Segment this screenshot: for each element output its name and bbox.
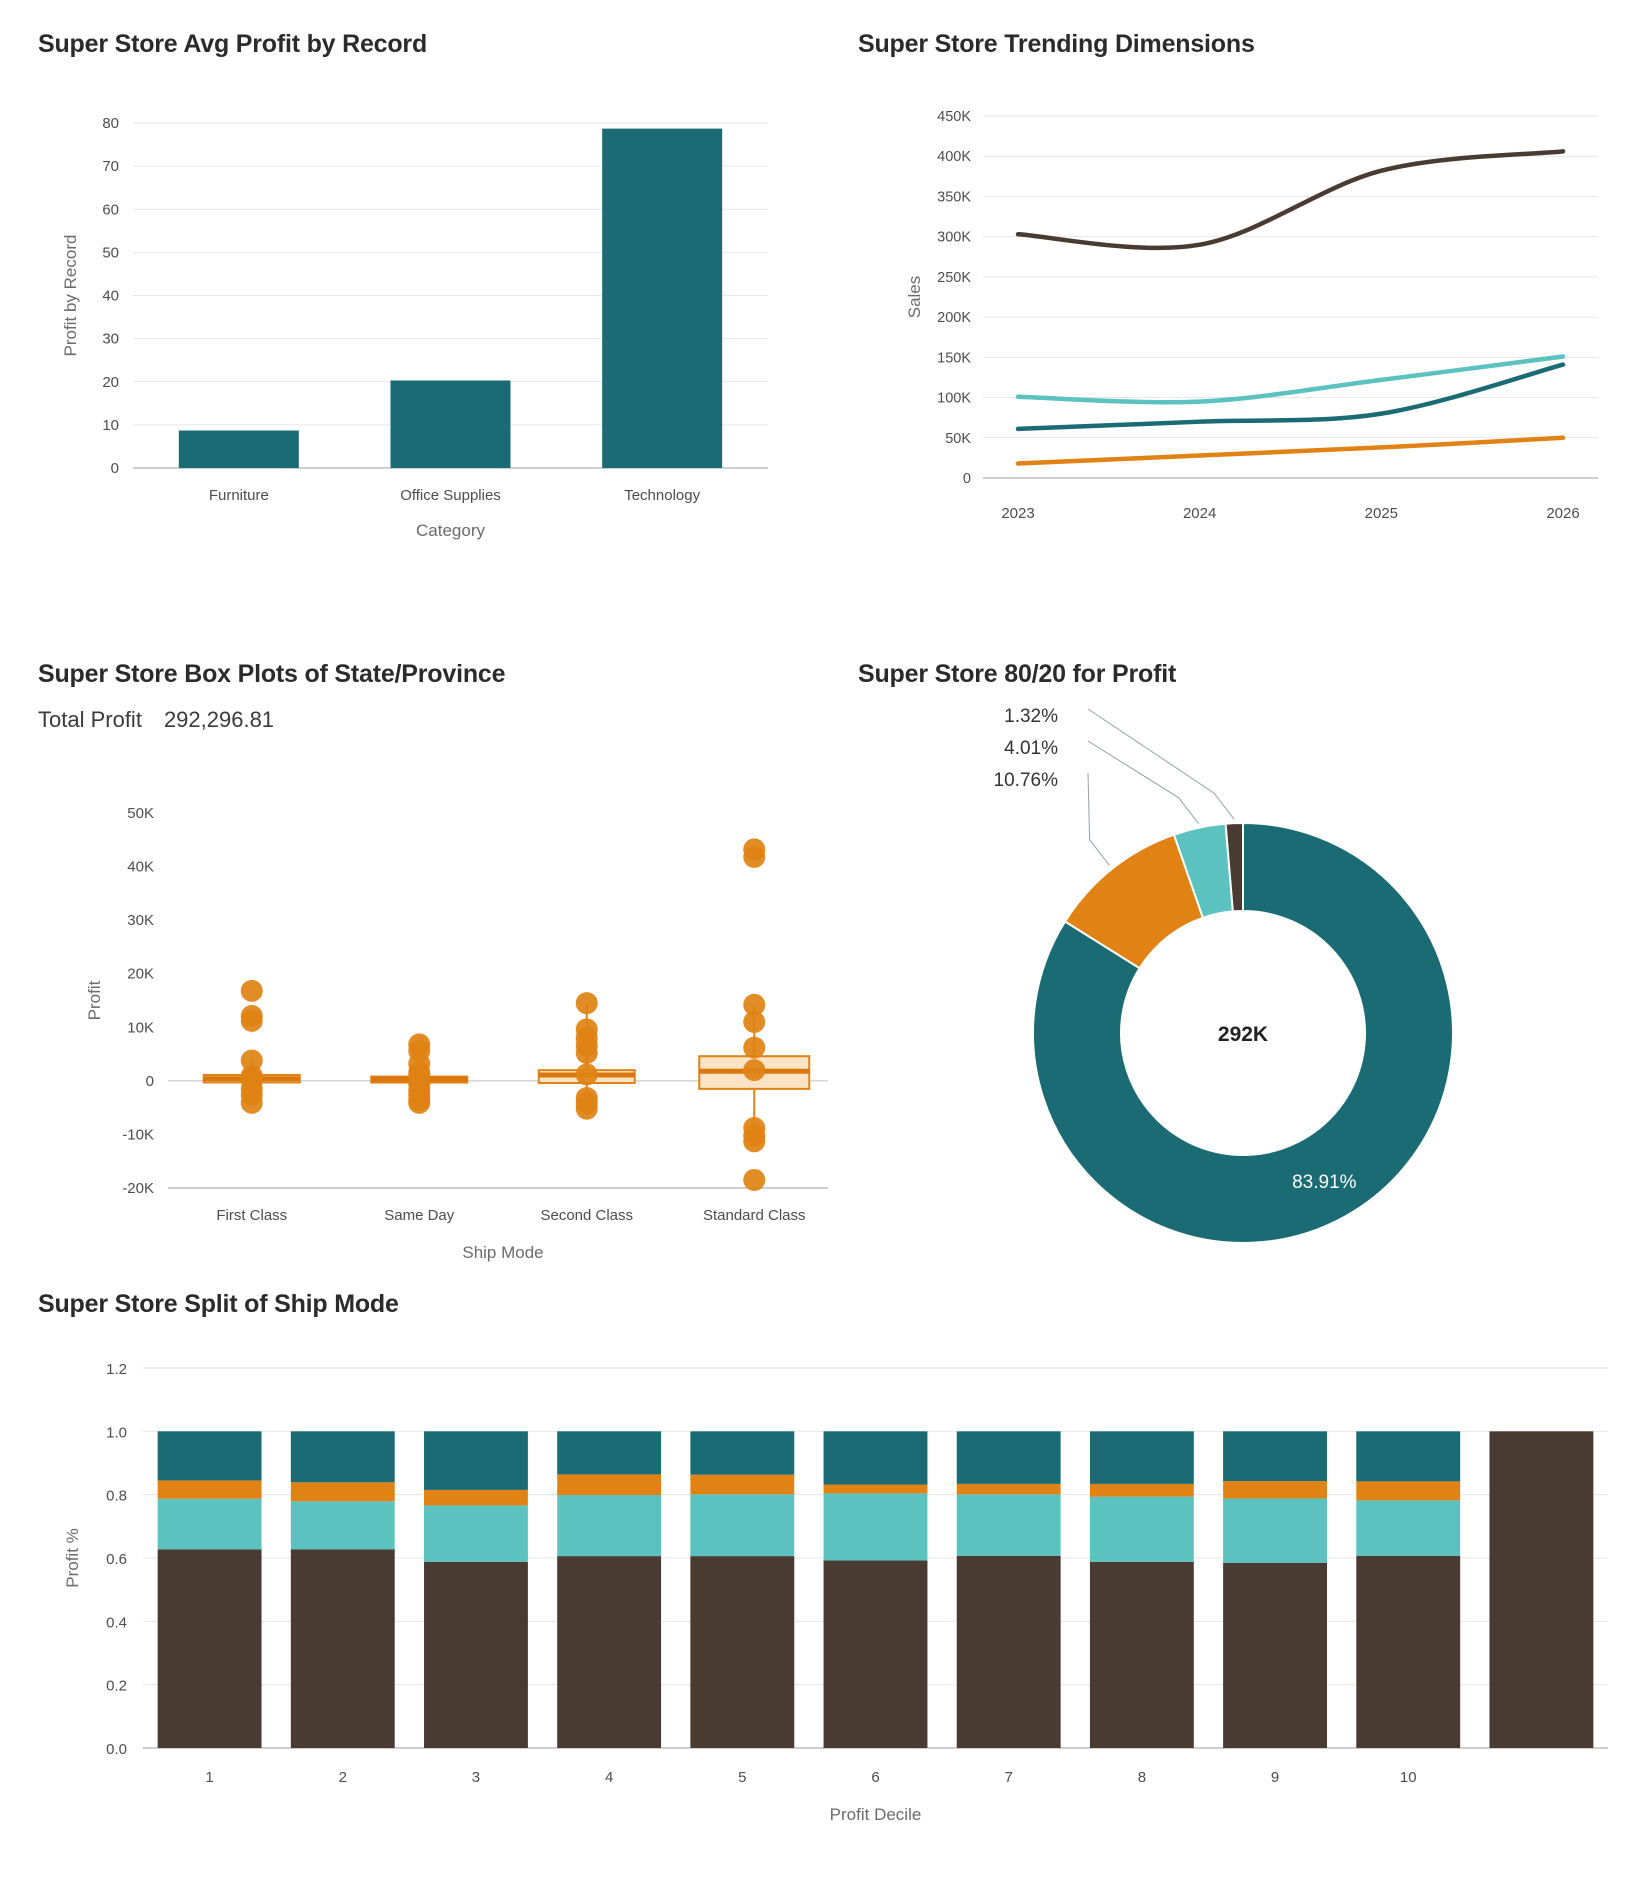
- x-axis-title: Profit Decile: [829, 1805, 922, 1824]
- panel-trending-dimensions: [858, 30, 1618, 600]
- y-tick-label: -10K: [122, 1126, 154, 1144]
- stacked-segment: [291, 1431, 395, 1482]
- stacked-segment: [1489, 1431, 1593, 1748]
- y-tick-label: 50K: [127, 805, 154, 822]
- chart-box-plots: [38, 778, 828, 1298]
- y-tick-label: 150K: [937, 350, 971, 367]
- x-tick-label: Standard Class: [702, 1207, 806, 1224]
- bar: [602, 129, 722, 468]
- outlier-point: [576, 992, 598, 1014]
- y-tick-label: 10K: [127, 1019, 154, 1037]
- stacked-segment: [1356, 1431, 1460, 1481]
- stacked-segment: [424, 1490, 528, 1506]
- y-tick-label: 300K: [937, 229, 971, 246]
- stacked-segment: [824, 1485, 928, 1494]
- x-tick-label: First Class: [216, 1207, 288, 1224]
- y-tick-label: 60: [102, 201, 119, 219]
- line-series: [1018, 365, 1563, 429]
- y-tick-label: 450K: [937, 109, 971, 125]
- donut-slice-label: 1.32%: [1004, 708, 1058, 727]
- outlier-point: [743, 1037, 765, 1059]
- x-tick-label: 2023: [1001, 505, 1035, 522]
- line-series: [1018, 438, 1563, 464]
- total-profit-label: Total Profit: [38, 707, 142, 732]
- outlier-point: [576, 1098, 598, 1120]
- outlier-point: [408, 1092, 430, 1114]
- outlier-point: [241, 1010, 263, 1032]
- y-tick-label: 0.8: [106, 1487, 127, 1505]
- x-tick-label: 1: [205, 1769, 214, 1786]
- donut-slice-label: 4.01%: [1004, 738, 1058, 759]
- panel-title-avg-profit: Super Store Avg Profit by Record: [38, 30, 428, 58]
- y-tick-label: 20: [102, 373, 119, 391]
- stacked-segment: [158, 1549, 262, 1748]
- x-tick-label: 9: [1270, 1769, 1280, 1786]
- outlier-point: [576, 1063, 598, 1085]
- outlier-point: [743, 1169, 765, 1191]
- panel-box-plots: [38, 660, 828, 1300]
- outlier-point: [743, 1130, 765, 1152]
- stacked-segment: [1223, 1431, 1327, 1481]
- x-tick-label: 4: [604, 1769, 614, 1786]
- x-tick-label: Same Day: [384, 1207, 455, 1224]
- chart-eighty-twenty-profit: [858, 708, 1618, 1268]
- y-tick-label: 400K: [937, 149, 971, 166]
- y-tick-label: 80: [102, 115, 119, 132]
- y-tick-label: 0.6: [106, 1551, 127, 1568]
- stacked-segment: [291, 1482, 395, 1501]
- y-tick-label: 0: [110, 460, 119, 477]
- stacked-segment: [557, 1495, 661, 1556]
- y-tick-label: -20K: [122, 1180, 154, 1197]
- panel-title-trending: Super Store Trending Dimensions: [858, 30, 1255, 58]
- stacked-segment: [1356, 1556, 1460, 1748]
- y-tick-label: 30K: [127, 912, 154, 930]
- x-tick-label: 7: [1004, 1769, 1013, 1786]
- outlier-point: [743, 846, 765, 868]
- stacked-segment: [158, 1480, 262, 1498]
- stacked-segment: [1223, 1498, 1327, 1562]
- x-tick-label: 6: [871, 1769, 880, 1786]
- line-series: [1018, 151, 1563, 247]
- stacked-segment: [1090, 1497, 1194, 1562]
- stacked-segment: [424, 1505, 528, 1561]
- stacked-segment: [1090, 1562, 1194, 1748]
- panel-title-box-plots: Super Store Box Plots of State/Province: [38, 660, 506, 688]
- stacked-segment: [1356, 1481, 1460, 1500]
- panel-title-split-ship-mode: Super Store Split of Ship Mode: [38, 1290, 399, 1318]
- stacked-segment: [1090, 1484, 1194, 1497]
- stacked-segment: [557, 1431, 661, 1474]
- leader-line: [1088, 773, 1110, 866]
- stacked-segment: [158, 1431, 262, 1480]
- y-tick-label: 30: [102, 330, 119, 348]
- y-tick-label: 1.2: [106, 1361, 127, 1378]
- y-axis-title: Profit: [85, 980, 104, 1021]
- stacked-segment: [1090, 1431, 1194, 1484]
- panel-title-eighty-twenty: Super Store 80/20 for Profit: [858, 660, 1177, 688]
- x-tick-label: Technology: [624, 487, 701, 504]
- bar: [179, 430, 299, 468]
- chart-split-of-ship-mode: [38, 1338, 1618, 1848]
- stacked-segment: [957, 1431, 1061, 1484]
- y-axis-title: Profit %: [63, 1528, 82, 1588]
- donut-slice-label: 83.91%: [1292, 1171, 1357, 1193]
- stacked-segment: [1356, 1500, 1460, 1555]
- outlier-point: [576, 1042, 598, 1064]
- stacked-segment: [690, 1494, 794, 1556]
- y-tick-label: 1.0: [106, 1424, 127, 1442]
- chart-avg-profit-by-record: [38, 78, 828, 578]
- x-tick-label: 2024: [1182, 505, 1217, 522]
- stacked-segment: [424, 1431, 528, 1490]
- y-tick-label: 0: [962, 471, 971, 487]
- outlier-point: [241, 980, 263, 1002]
- outlier-point: [743, 1011, 765, 1033]
- chart-trending-dimensions: [858, 78, 1618, 578]
- stacked-segment: [291, 1549, 395, 1748]
- y-tick-label: 0.0: [106, 1741, 127, 1758]
- x-tick-label: 10: [1399, 1769, 1417, 1786]
- stacked-segment: [291, 1501, 395, 1549]
- stacked-segment: [424, 1562, 528, 1748]
- stacked-segment: [557, 1474, 661, 1495]
- x-tick-label: 2026: [1546, 505, 1580, 522]
- x-axis-title: Category: [416, 521, 485, 540]
- y-tick-label: 70: [102, 158, 119, 176]
- y-tick-label: 0: [145, 1072, 154, 1090]
- panel-avg-profit-by-record: [38, 30, 828, 600]
- y-axis-title: Profit by Record: [61, 234, 80, 357]
- y-tick-label: 40K: [127, 858, 154, 876]
- stacked-segment: [824, 1493, 928, 1560]
- stacked-segment: [957, 1494, 1061, 1555]
- y-tick-label: 100K: [937, 390, 971, 407]
- stacked-segment: [957, 1556, 1061, 1748]
- outlier-point: [241, 1092, 263, 1114]
- total-profit-row: [38, 707, 828, 733]
- x-tick-label: 2025: [1364, 505, 1399, 522]
- stacked-segment: [690, 1475, 794, 1495]
- panel-eighty-twenty: [858, 660, 1618, 1300]
- x-tick-label: 5: [738, 1769, 747, 1786]
- stacked-segment: [957, 1484, 1061, 1494]
- donut-slice-label: 10.76%: [993, 770, 1058, 791]
- donut-center-label: 292K: [1217, 1023, 1269, 1046]
- stacked-segment: [690, 1431, 794, 1474]
- stacked-segment: [824, 1561, 928, 1748]
- stacked-segment: [158, 1499, 262, 1550]
- stacked-segment: [1223, 1481, 1327, 1498]
- outlier-point: [743, 1059, 765, 1081]
- bar: [391, 380, 511, 468]
- y-tick-label: 20K: [127, 965, 154, 983]
- stacked-segment: [690, 1556, 794, 1748]
- y-tick-label: 250K: [937, 269, 971, 286]
- stacked-segment: [1223, 1563, 1327, 1748]
- leader-line: [1088, 741, 1199, 824]
- y-tick-label: 10: [102, 416, 119, 434]
- y-tick-label: 350K: [937, 189, 971, 206]
- y-tick-label: 50: [102, 244, 119, 262]
- y-tick-label: 0.4: [106, 1614, 127, 1632]
- x-tick-label: 2: [338, 1769, 347, 1786]
- line-series: [1018, 357, 1563, 403]
- x-tick-label: 3: [471, 1769, 481, 1786]
- y-tick-label: 40: [102, 287, 119, 305]
- stacked-segment: [557, 1556, 661, 1748]
- panel-split-ship-mode: [38, 1290, 1618, 1860]
- y-tick-label: 50K: [945, 430, 971, 447]
- total-profit-value: 292,296.81: [163, 707, 275, 732]
- y-tick-label: 200K: [937, 310, 971, 327]
- x-tick-label: 8: [1137, 1769, 1147, 1786]
- x-tick-label: Second Class: [540, 1207, 634, 1224]
- y-tick-label: 0.2: [106, 1677, 127, 1695]
- x-axis-title: Ship Mode: [462, 1243, 544, 1262]
- stacked-segment: [824, 1431, 928, 1484]
- y-axis-title: Sales: [905, 275, 924, 319]
- x-tick-label: Furniture: [208, 487, 269, 504]
- x-tick-label: Office Supplies: [400, 487, 501, 504]
- leader-line: [1088, 709, 1234, 819]
